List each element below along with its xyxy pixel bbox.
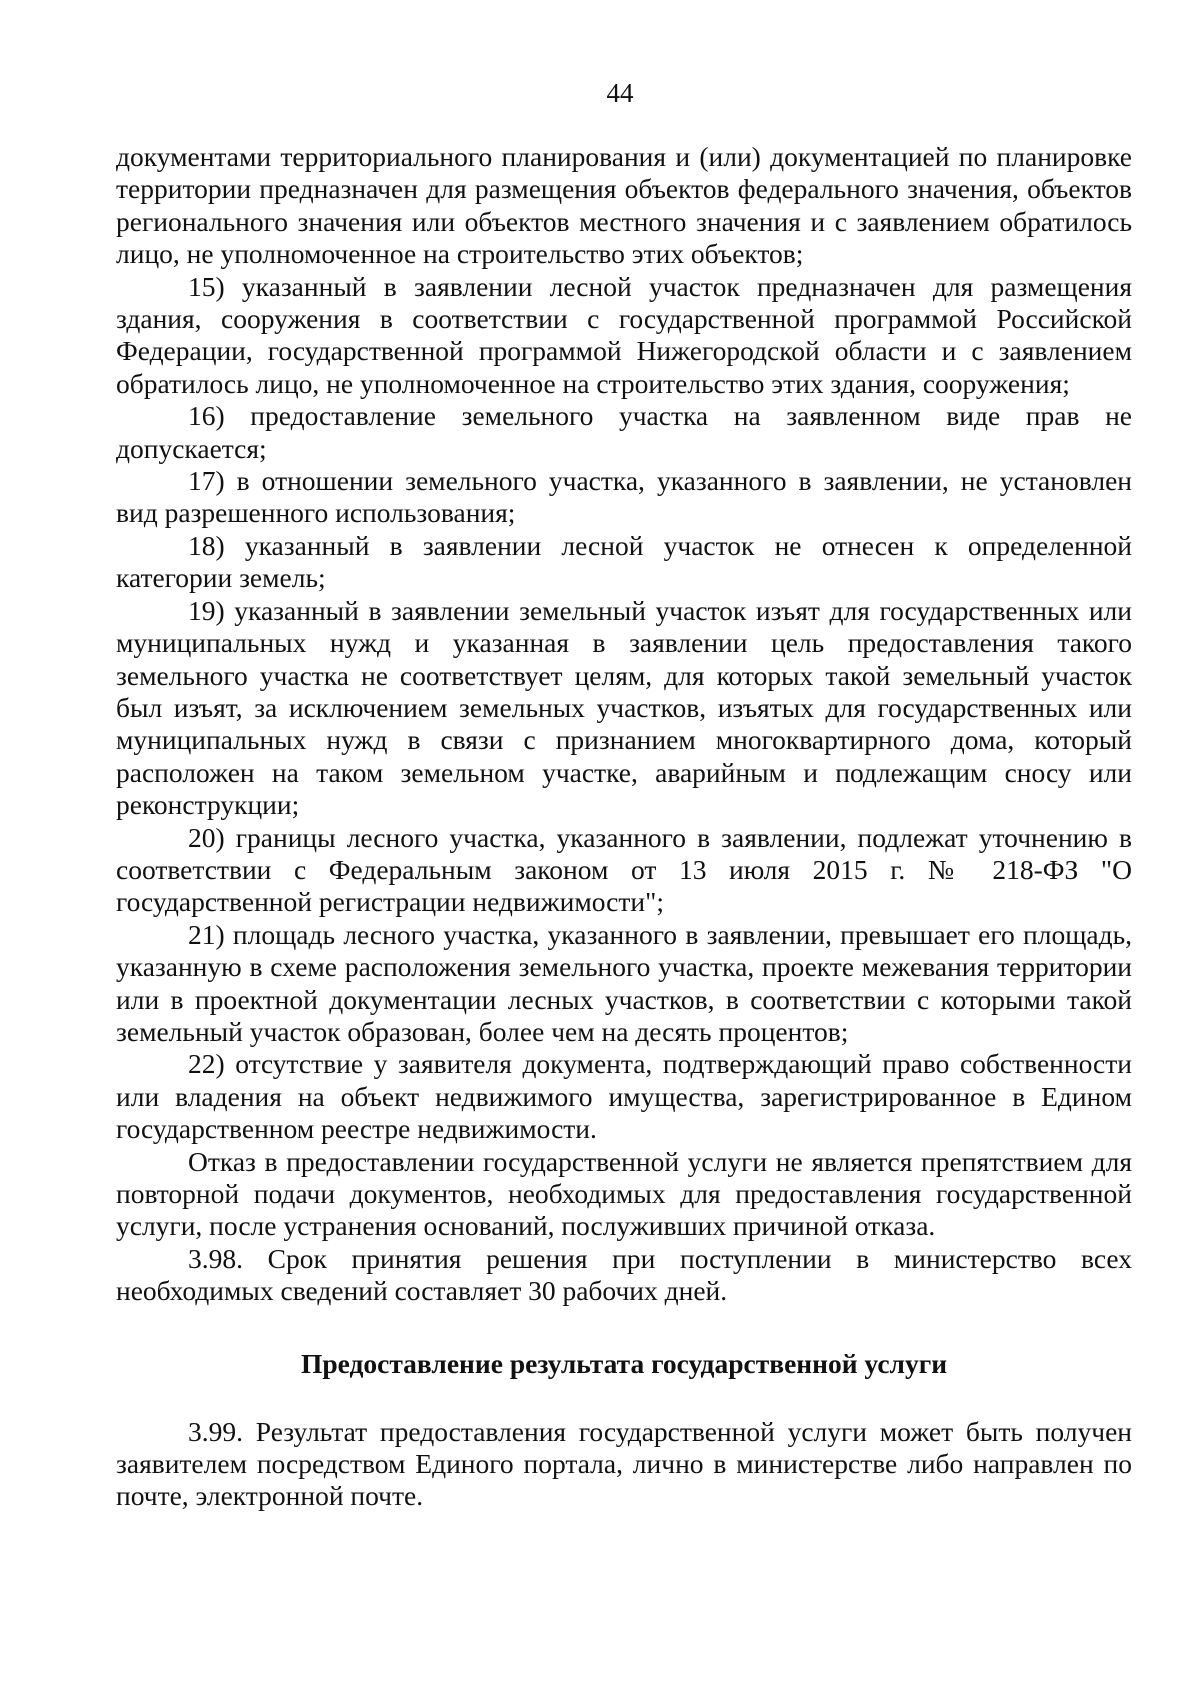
list-item-22: 22) отсутствие у заявителя документа, подтверждающий право собственности или владения на объект недвижимого имущества, зарегистрированное в Едином государственном реестре недвижимости. <box>116 1048 1132 1145</box>
list-item-17: 17) в отношении земельного участка, указанного в заявлении, не установлен вид разрешенного использования; <box>116 465 1132 529</box>
list-item-16: 16) предоставление земельного участка на заявленном виде прав не допускается; <box>116 400 1132 464</box>
list-item-19: 19) указанный в заявлении земельный участок изъят для государственных или муниципальных нужд и указанная в заявлении цель предоставления такого земельного участка не соответствует целям, для которых такой земельный участок был изъят, за исключением земельных участков, изъятых для государственных или муниципальных нужд в связи с признанием многоквартирного дома, который расположен на таком земельном участке, аварийным и подлежащим сносу или реконструкции; <box>116 594 1132 821</box>
list-item-21: 21) площадь лесного участка, указанного в заявлении, превышает его площадь, указанную в схеме расположения земельного участка, проекте межевания территории или в проектной документации лесных участков, в соответствии с которыми такой земельный участок образован, более чем на десять процентов; <box>116 918 1132 1047</box>
list-item-20: 20) границы лесного участка, указанного в заявлении, подлежат уточнению в соответствии с Федеральным законом от 13 июля 2015 г. № 218-ФЗ "О государственной регистрации недвижимости"; <box>116 821 1132 918</box>
document-body <box>116 141 1132 1513</box>
page-number: 44 <box>606 78 634 108</box>
list-item-15: 15) указанный в заявлении лесной участок предназначен для размещения здания, сооружения в соответствии с государственной программой Российской Федерации, государственной программой Нижегородской области и с заявлением обратилось лицо, не уполномоченное на строительство этих здания, сооружения; <box>116 270 1132 399</box>
paragraph-3-99: 3.99. Результат предоставления государственной услуги может быть получен заявителем посредством Единого портала, лично в министерстве либо направлен по почте, электронной почте. <box>116 1415 1132 1512</box>
list-item-18: 18) указанный в заявлении лесной участок не отнесен к определенной категории земель; <box>116 529 1132 594</box>
paragraph-refusal: Отказ в предоставлении государственной услуги не является препятствием для повторной подачи документов, необходимых для предоставления государственной услуги, после устранения оснований, послуживших причиной отказа. <box>116 1145 1132 1242</box>
paragraph-3-98: 3.98. Срок принятия решения при поступлении в министерство всех необходимых сведений составляет 30 рабочих дней. <box>116 1242 1132 1307</box>
paragraph-continuation: документами территориального планирования и (или) документацией по планировке территории предназначен для размещения объектов федерального значения, объектов регионального значения или объектов местного значения и с заявлением обратилось лицо, не уполномоченное на строительство этих объектов; <box>116 141 1132 270</box>
section-heading: Предоставление результата государственной услуги <box>300 1347 948 1379</box>
